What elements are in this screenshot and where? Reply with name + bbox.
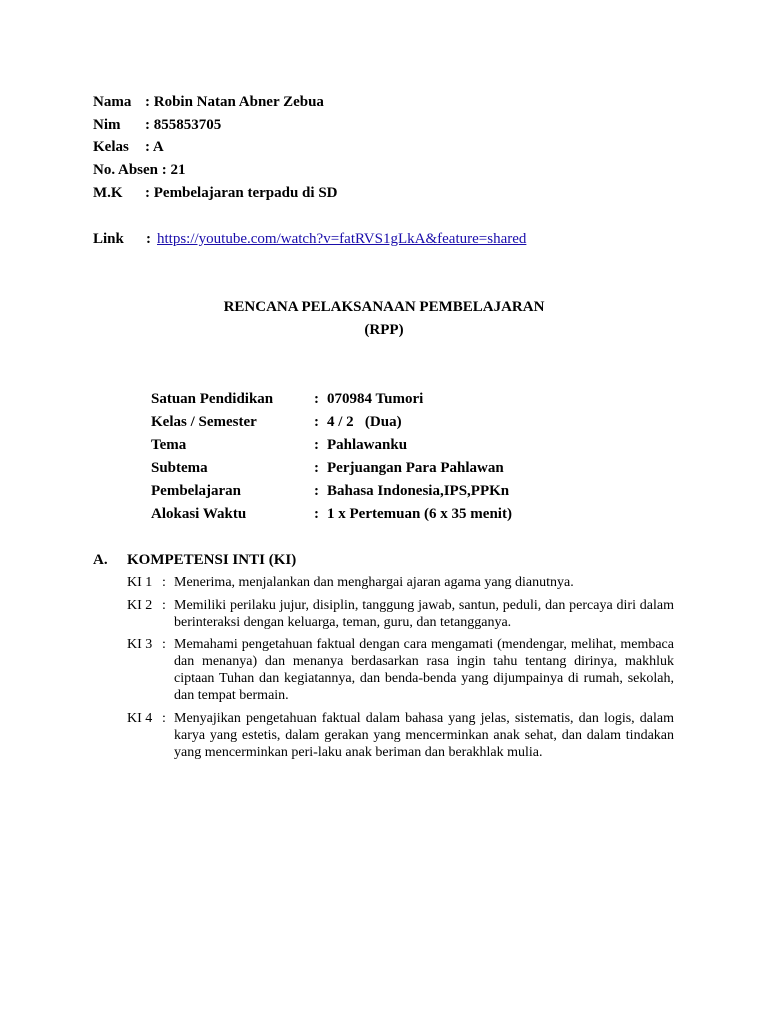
link-colon: : (146, 231, 151, 247)
identity-value: Bahasa Indonesia,IPS,PPKn (327, 483, 510, 499)
ki-colon: : (162, 575, 166, 590)
ki-text: Menyajikan pengetahuan faktual dalam bahasa yang jelas, sistematis, dan logis, dalam karya yang estetis, dalam gerakan yang mencerminkan anak sehat, dan dalam tindakan yang mencerminkan peri-laku anak beriman dan berakhlak mulia. (174, 711, 674, 760)
ki-label: KI 2 (127, 598, 153, 613)
link-label: Link (93, 231, 124, 247)
identity-value: Pahlawanku (327, 437, 408, 453)
identity-label: Subtema (151, 460, 208, 476)
nim-label: Nim (93, 117, 121, 133)
document-subtitle: (RPP) (364, 322, 404, 338)
absen-line: No. Absen : 21 (93, 162, 186, 178)
identity-colon: : (314, 437, 319, 453)
ki-label: KI 4 (127, 711, 153, 726)
kelas-value: : A (145, 139, 164, 155)
identity-value: 4 / 2 (Dua) (327, 414, 402, 430)
ki-text: Memiliki perilaku jujur, disiplin, tanggung jawab, santun, peduli, dan percaya diri dalam berinteraksi dengan keluarga, teman, guru, dan tetangganya. (174, 598, 674, 630)
ki-label: KI 1 (127, 575, 153, 590)
youtube-link[interactable]: https://youtube.com/watch?v=fatRVS1gLkA&feature=shared (157, 231, 527, 247)
identity-value: Perjuangan Para Pahlawan (327, 460, 504, 476)
section-heading: KOMPETENSI INTI (KI) (127, 552, 297, 568)
ki-colon: : (162, 711, 166, 726)
nim-value: : 855853705 (145, 117, 222, 133)
kelas-label: Kelas (93, 139, 129, 155)
identity-label: Alokasi Waktu (151, 506, 247, 522)
ki-label: KI 3 (127, 637, 153, 652)
ki-colon: : (162, 637, 166, 652)
identity-label: Tema (151, 437, 187, 453)
nama-label: Nama (93, 94, 132, 110)
identity-value: 1 x Pertemuan (6 x 35 menit) (327, 506, 512, 522)
document-title: RENCANA PELAKSANAAN PEMBELAJARAN (223, 299, 545, 315)
identity-label: Pembelajaran (151, 483, 241, 499)
ki-text: Memahami pengetahuan faktual dengan cara mengamati (mendengar, melihat, membaca dan menanya) dan menanya berdasarkan rasa ingin tahu tentang dirinya, makhluk ciptaan Tuhan dan kegiatannya, dan benda-benda yang dijumpainya di rumah, sekolah, dan tempat bermain. (174, 637, 674, 703)
mk-label: M.K (93, 185, 123, 201)
section-letter: A. (93, 552, 108, 568)
identity-colon: : (314, 483, 319, 499)
identity-value: 070984 Tumori (327, 391, 424, 407)
identity-colon: : (314, 391, 319, 407)
identity-colon: : (314, 414, 319, 430)
ki-text: Menerima, menjalankan dan menghargai ajaran agama yang dianutnya. (174, 575, 574, 590)
identity-colon: : (314, 460, 319, 476)
nama-value: : Robin Natan Abner Zebua (145, 94, 324, 110)
identity-label: Kelas / Semester (151, 414, 257, 430)
identity-colon: : (314, 506, 319, 522)
identity-label: Satuan Pendidikan (151, 391, 274, 407)
mk-value: : Pembelajaran terpadu di SD (145, 185, 338, 201)
ki-colon: : (162, 598, 166, 613)
